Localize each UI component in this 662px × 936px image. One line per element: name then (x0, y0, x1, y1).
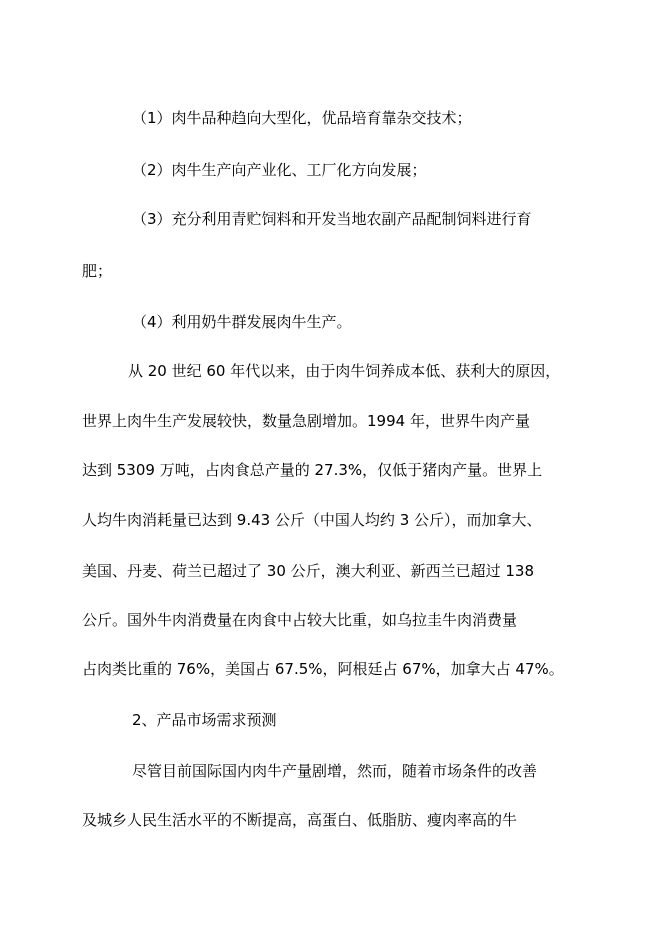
list-item-3: （3）充分利用青贮饲料和开发当地农副产品配制饲料进行育 (132, 210, 532, 228)
paragraph-1-line-2: 世界上肉牛生产发展较快，数量急剧增加。1994 年，世界牛肉产量 (82, 412, 530, 430)
paragraph-1-line-7: 占肉类比重的 76%，美国占 67.5%，阿根廷占 67%，加拿大占 47%。 (82, 660, 564, 678)
paragraph-1-line-4: 人均牛肉消耗量已达到 9.43 公斤（中国人均约 3 公斤），而加拿大、 (82, 511, 542, 529)
section-heading: 2、产品市场需求预测 (132, 711, 277, 729)
list-item-4: （4）利用奶牛群发展肉牛生产。 (132, 313, 352, 331)
paragraph-1-line-5: 美国、丹麦、荷兰已超过了 30 公斤，澳大利亚、新西兰已超过 138 (82, 562, 535, 580)
paragraph-1-line-6: 公斤。国外牛肉消费量在肉食中占较大比重，如乌拉圭牛肉消费量 (82, 611, 518, 629)
list-item-2: （2）肉牛生产向产业化、工厂化方向发展； (132, 161, 427, 179)
paragraph-2-line-1: 尽管目前国际国内肉牛产量剧增，然而，随着市场条件的改善 (132, 762, 538, 780)
paragraph-1-line-3: 达到 5309 万吨，占肉食总产量的 27.3%，仅低于猪肉产量。世界上 (82, 461, 543, 479)
list-item-3-continuation: 肥； (82, 262, 113, 280)
paragraph-1-line-1: 从 20 世纪 60 年代以来，由于肉牛饲养成本低、获利大的原因， (128, 362, 561, 380)
list-item-1: （1）肉牛品种趋向大型化，优品培育靠杂交技术； (132, 109, 472, 127)
paragraph-2-line-2: 及城乡人民生活水平的不断提高，高蛋白、低脂肪、瘦肉率高的牛 (82, 811, 518, 829)
